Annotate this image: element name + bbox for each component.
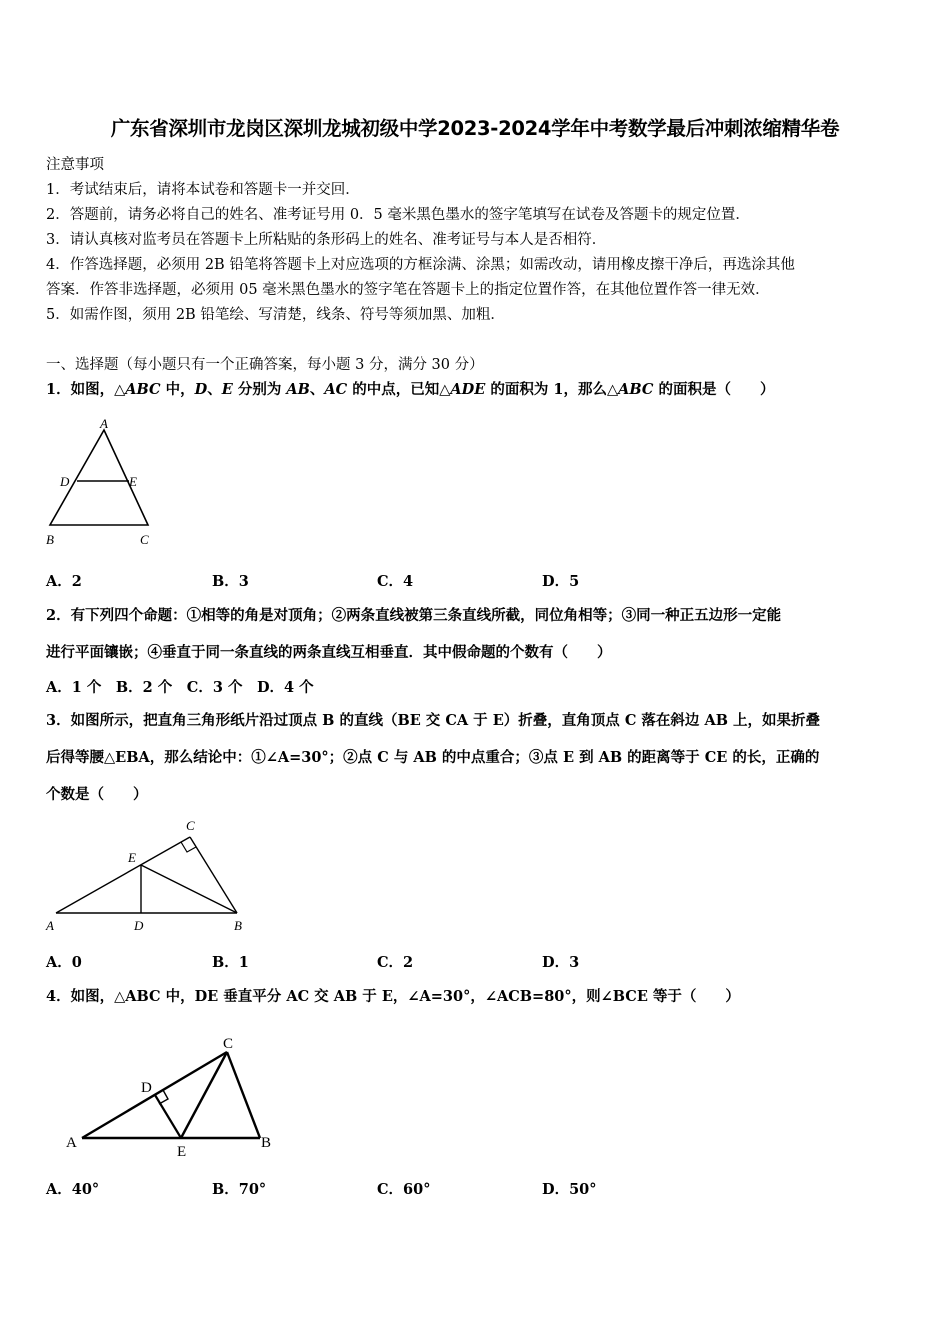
q4-label-c: C [223,1036,234,1052]
section-heading: 一、选择题（每小题只有一个正确答案，每小题 3 分，满分 30 分） [46,357,484,373]
q3-option-b: B．1 [212,954,249,971]
q1-text: 1．如图，△ABC 中，D、E 分别为 AB、AC 的中点，已知△ADE 的面积为 1，那么△ABC 的面积是（ ） [46,381,775,398]
q1-option-b: B．3 [212,573,249,590]
q1-option-a: A．2 [46,573,82,590]
q3-text-line-1: 3．如图所示，把直角三角形纸片沿过顶点 B 的直线（BE 交 CA 于 E）折叠，直角顶点 C 落在斜边 AB 上，如果折叠 [46,712,821,729]
q4-text: 4．如图，△ABC 中，DE 垂直平分 AC 交 AB 于 E，∠A=30°，∠ACB=80°，则∠BCE 等于（ ） [46,988,740,1005]
q1-label-e: E [129,474,137,489]
q1-label-d: D [60,474,70,489]
q3-option-a: A．0 [46,954,82,971]
q2-text-line-1: 2．有下列四个命题：①相等的角是对顶角；②两条直线被第三条直线所截，同位角相等；③同一种正五边形一定能 [46,607,782,624]
q4-label-e: E [177,1144,187,1160]
q4-option-d: D．50° [542,1181,597,1198]
q3-label-e: E [128,850,136,865]
q3-option-c: C．2 [377,954,414,971]
q3-fold-figure [40,815,260,935]
q1-label-c: C [140,532,149,547]
q3-label-c: C [186,818,195,833]
q4-option-b: B．70° [212,1181,267,1198]
q3-text-line-3: 个数是（ ） [46,786,148,803]
q4-triangle-figure [60,1030,290,1165]
q1-label-b: B [46,532,54,547]
q2-options: A．1 个 B．2 个 C．3 个 D．4 个 [46,679,314,696]
notice-item-4: 4．作答选择题，必须用 2B 铅笔将答题卡上对应选项的方框涂满、涂黑；如需改动，请用橡皮擦干净后，再选涂其他 [46,257,795,273]
notice-heading: 注意事项 [46,157,104,173]
notice-item-5: 5．如需作图，须用 2B 铅笔绘、写清楚，线条、符号等须加黑、加粗． [46,307,505,323]
q4-option-c: C．60° [377,1181,431,1198]
q4-option-a: A．40° [46,1181,100,1198]
q3-label-d: D [134,918,144,933]
notice-item-2: 2．答题前，请务必将自己的姓名、准考证号用 0．5 毫米黑色墨水的签字笔填写在试卷及答题卡的规定位置． [46,207,750,223]
q1-label-a: A [100,416,108,431]
q3-text-line-2: 后得等腰△EBA，那么结论中：①∠A=30°；②点 C 与 AB 的中点重合；③点 E 到 AB 的距离等于 CE 的长，正确的 [46,749,820,766]
q3-option-d: D．3 [542,954,580,971]
q1-option-d: D．5 [542,573,580,590]
q4-label-b: B [261,1135,272,1151]
q4-label-d: D [141,1080,152,1096]
notice-item-3: 3．请认真核对监考员在答题卡上所粘贴的条形码上的姓名、准考证号与本人是否相符． [46,232,607,248]
q3-label-a: A [46,918,54,933]
notice-item-4-cont: 答案．作答非选择题，必须用 05 毫米黑色墨水的签字笔在答题卡上的指定位置作答，在其他位置作答一律无效． [46,282,770,298]
q3-label-b: B [234,918,242,933]
exam-title: 广东省深圳市龙岗区深圳龙城初级中学2023-2024学年中考数学最后冲刺浓缩精华卷 [110,117,840,140]
q1-triangle-figure [40,412,170,552]
q2-text-line-2: 进行平面镶嵌；④垂直于同一条直线的两条直线互相垂直．其中假命题的个数有（ ） [46,644,612,661]
q4-label-a: A [66,1135,77,1151]
notice-item-1: 1．考试结束后，请将本试卷和答题卡一并交回． [46,182,360,198]
q1-option-c: C．4 [377,573,414,590]
